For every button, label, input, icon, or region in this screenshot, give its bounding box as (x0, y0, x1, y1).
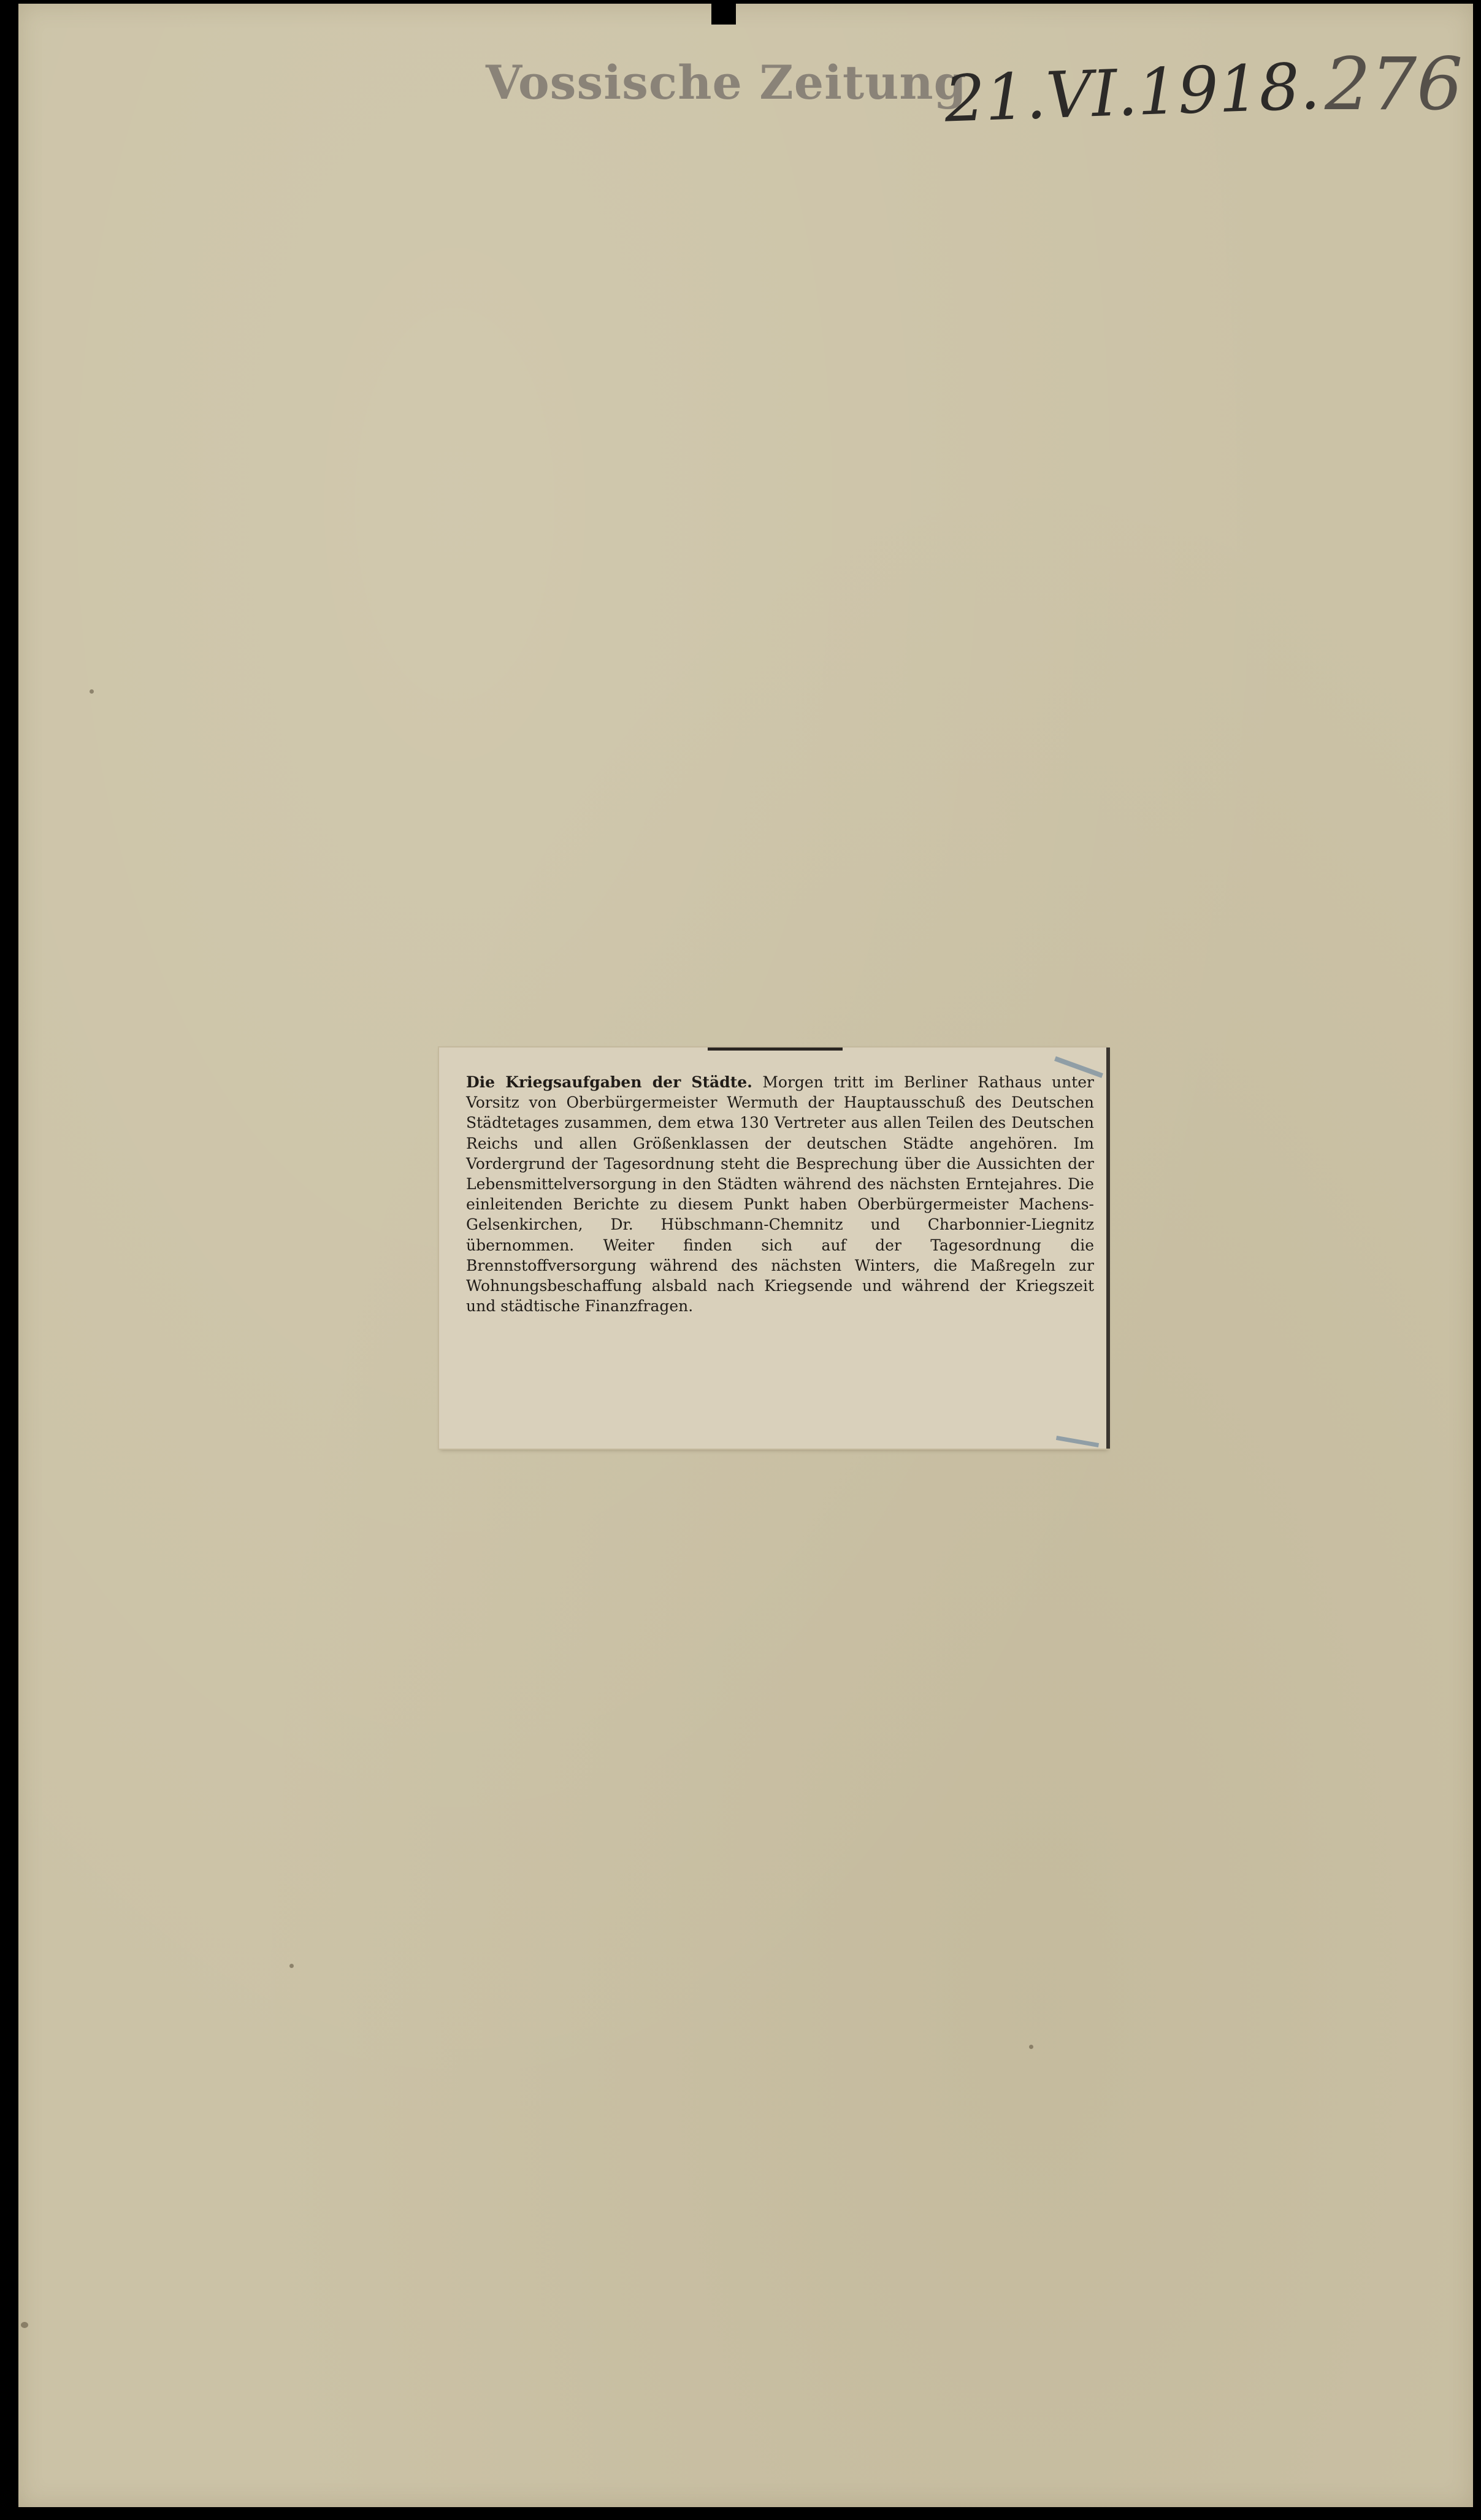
paper-speck (289, 1964, 294, 1968)
newspaper-clipping (439, 1047, 1106, 1449)
torn-edge-notch (711, 4, 736, 25)
article-text (466, 1072, 1094, 1316)
blue-pencil-mark-bottom (1056, 1436, 1099, 1447)
clipping-column-rule (1106, 1047, 1110, 1449)
archive-sheet (18, 4, 1473, 2507)
article-body: Morgen tritt im Berliner Rathaus unter Vorsitz von Oberbürgermeister Wermuth der Hauptausschuß des Deutschen Städtetages zusammen, dem etwa 130 Vertreter aus allen Teilen des Deutschen Reichs und allen Größenklassen der deutschen Städte angehören. Im Vordergrund der Tagesordnung steht die Besprechung über die Aussichten der Lebensmittelversorgung in den Städten während des nächsten Erntejahres. Die einleitenden Berichte zu diesem Punkt haben Oberbürgermeister Machens-Gelsenkirchen, Dr. Hübschmann-Chemnitz und Charbonnier-Liegnitz übernommen. Weiter finden sich auf der Tagesordnung die Brennstoffversorgung während des nächsten Winters, die Maßregeln zur Wohnungsbeschaffung alsbald nach Kriegsende und während der Kriegszeit und städtische Finanzfragen. (466, 1073, 1094, 1316)
paper-speck (21, 2322, 28, 2328)
clipping-top-rule (708, 1047, 843, 1051)
handwritten-date: 21.VI.1918. (943, 48, 1322, 137)
newspaper-name-stamp: Vossische Zeitung (486, 55, 967, 110)
paper-speck (90, 689, 94, 694)
paper-speck (1029, 2045, 1033, 2049)
article-heading: Die Kriegsaufgaben der Städte. (466, 1073, 752, 1091)
archive-page-number: 276 (1325, 42, 1463, 126)
